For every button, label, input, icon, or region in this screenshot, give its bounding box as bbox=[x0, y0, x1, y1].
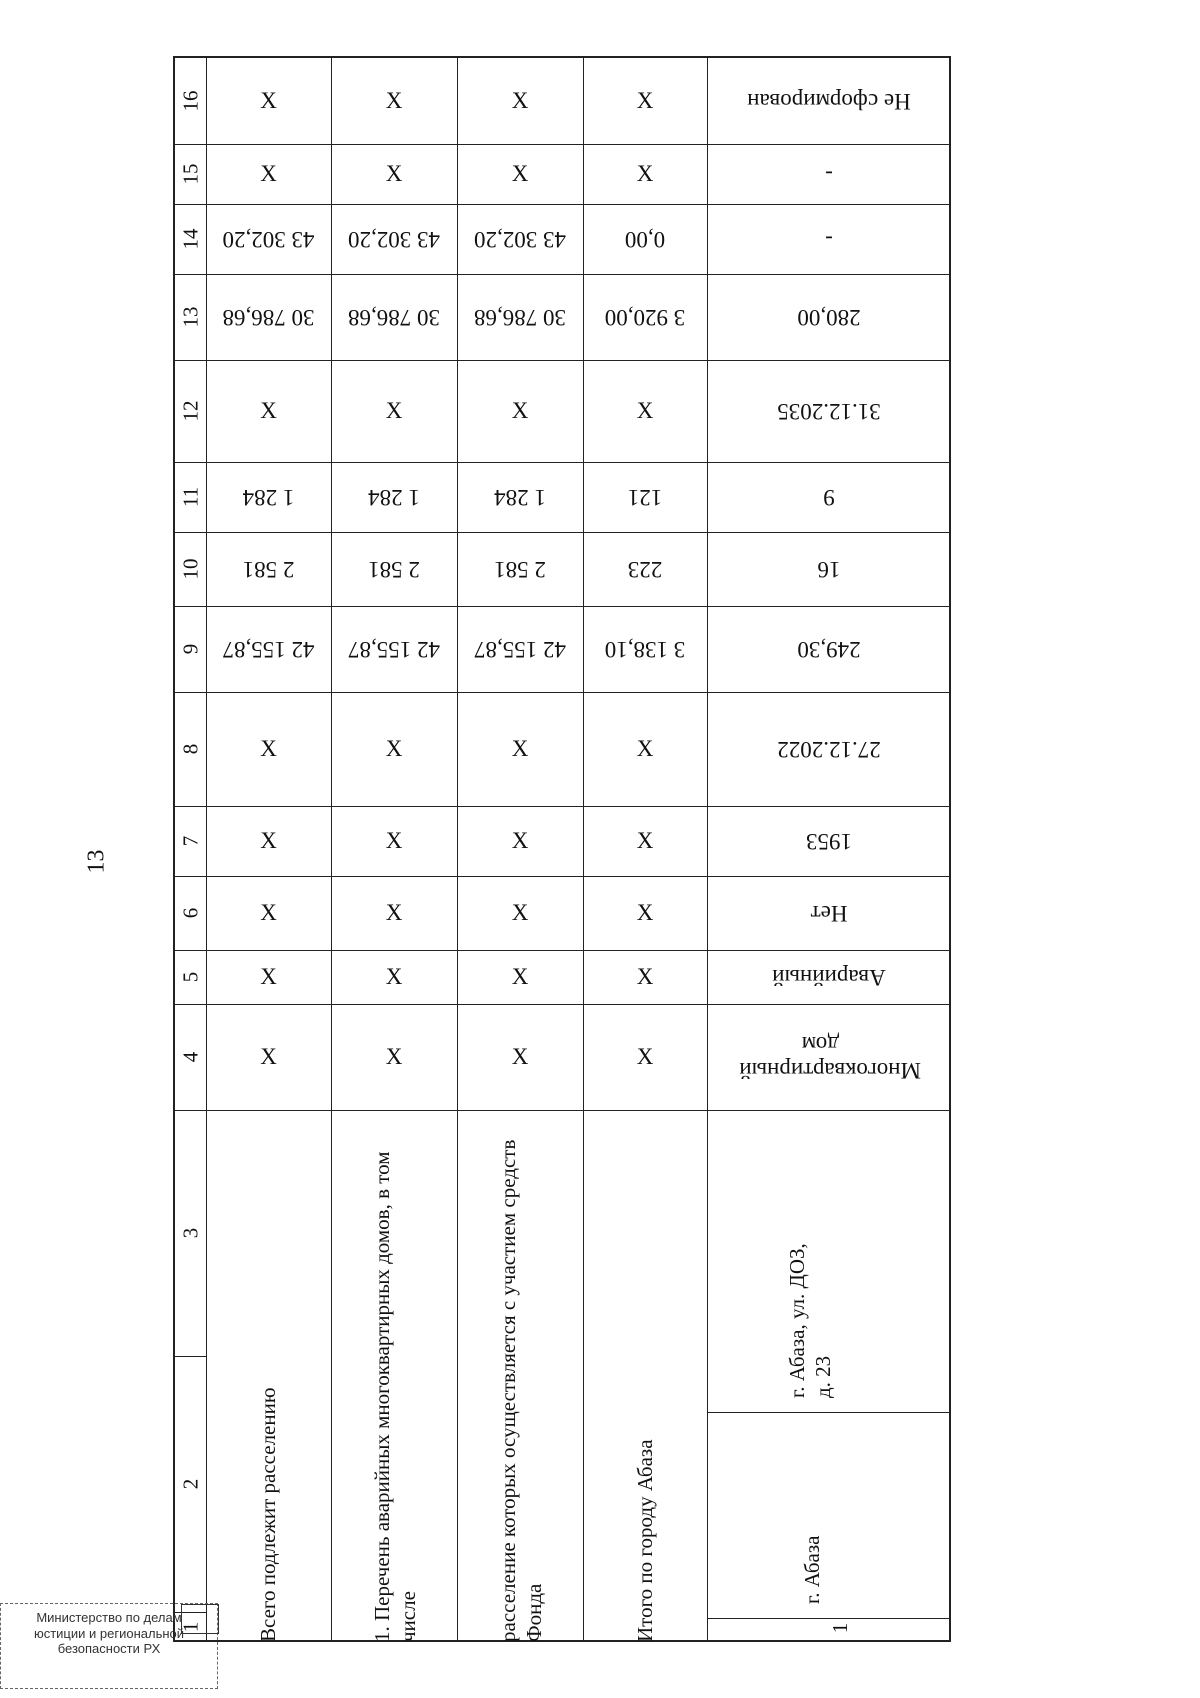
column-number-6: 6 bbox=[178, 907, 203, 919]
list-col12: X bbox=[385, 397, 403, 423]
total-col7: X bbox=[260, 827, 277, 853]
house-col7: 1953 bbox=[806, 829, 852, 855]
total-col8: X bbox=[260, 735, 277, 761]
page-number: 13 bbox=[83, 849, 110, 874]
fund-row-label: расселение которых осуществляется с участием средств Фонда bbox=[495, 1139, 546, 1642]
house-col8: 27.12.2022 bbox=[777, 737, 881, 763]
city-col6: X bbox=[636, 899, 654, 925]
city-col15: X bbox=[636, 160, 654, 186]
house-municipality: г. Абаза bbox=[799, 1535, 824, 1604]
list-col16: X bbox=[385, 87, 403, 113]
fund-col15: X bbox=[511, 160, 529, 186]
house-col9: 249,30 bbox=[797, 637, 861, 663]
total-row-label: Всего подлежит расселению bbox=[256, 1387, 281, 1642]
stamp-line-3: безопасности РХ bbox=[57, 1641, 161, 1657]
list-col6: X bbox=[385, 899, 403, 925]
total-col14: 43 302,20 bbox=[222, 227, 315, 253]
column-number-4: 4 bbox=[178, 1051, 203, 1063]
fund-col9: 42 155,87 bbox=[474, 637, 566, 663]
city-col10: 223 bbox=[627, 557, 663, 583]
list-col15: X bbox=[385, 160, 403, 186]
column-number-14: 14 bbox=[178, 228, 203, 250]
total-col4: X bbox=[260, 1043, 277, 1069]
column-number-9: 9 bbox=[178, 643, 203, 655]
city-col12: X bbox=[636, 397, 654, 423]
city-col11: 121 bbox=[627, 485, 663, 511]
total-col5: X bbox=[260, 963, 277, 989]
list-col8: X bbox=[385, 735, 403, 761]
fund-col13: 30 786,68 bbox=[474, 305, 566, 331]
house-col15: - bbox=[825, 162, 833, 188]
fund-col4: X bbox=[511, 1043, 529, 1069]
total-col15: X bbox=[260, 160, 277, 186]
total-col11: 1 284 bbox=[242, 485, 295, 511]
fund-col6: X bbox=[511, 899, 529, 925]
house-number: 1 bbox=[827, 1622, 852, 1634]
column-number-10: 10 bbox=[178, 558, 203, 580]
fund-col7: X bbox=[511, 827, 529, 853]
fund-col16: X bbox=[511, 87, 529, 113]
fund-col12: X bbox=[511, 397, 529, 423]
stamp-box bbox=[181, 1604, 219, 1634]
city-col9: 3 138,10 bbox=[604, 637, 686, 663]
column-number-15: 15 bbox=[178, 163, 203, 185]
list-col7: X bbox=[385, 827, 403, 853]
house-col13: 280,00 bbox=[797, 305, 861, 331]
city-col8: X bbox=[636, 735, 654, 761]
list-col11: 1 284 bbox=[368, 485, 420, 511]
total-col12: X bbox=[260, 397, 277, 423]
list-col13: 30 786,68 bbox=[348, 305, 440, 331]
house-address: г. Абаза, ул. ДОЗ, д. 23 bbox=[784, 1243, 835, 1398]
city-col4: X bbox=[636, 1043, 654, 1069]
stamp-line-2: юстиции и региональной bbox=[33, 1625, 185, 1641]
list-col10: 2 581 bbox=[368, 557, 420, 583]
stamp-line-1: Министерство по делам bbox=[36, 1610, 182, 1625]
column-number-12: 12 bbox=[178, 400, 203, 422]
house-col16: Не сформирован bbox=[747, 89, 911, 115]
column-number-8: 8 bbox=[178, 743, 203, 755]
fund-col14: 43 302,20 bbox=[474, 227, 566, 253]
list-col4: X bbox=[385, 1043, 403, 1069]
fund-col11: 1 284 bbox=[494, 485, 546, 511]
house-col6: Нет bbox=[810, 901, 848, 927]
total-col10: 2 581 bbox=[242, 557, 295, 583]
list-col5: X bbox=[385, 963, 403, 989]
column-number-1: 1 bbox=[178, 1621, 203, 1633]
city-total-row-label: Итого по городу Абаза bbox=[632, 1439, 657, 1642]
list-row-label: 1. Перечень аварийных многоквартирных домов, в том числе bbox=[369, 1151, 420, 1642]
total-col16: X bbox=[260, 87, 277, 113]
city-col14: 0,00 bbox=[624, 227, 666, 253]
column-number-2: 2 bbox=[178, 1478, 203, 1490]
house-col5: Аварийный bbox=[772, 965, 886, 991]
house-col11: 9 bbox=[823, 485, 835, 511]
city-col5: X bbox=[636, 963, 654, 989]
fund-col8: X bbox=[511, 735, 529, 761]
house-col14: - bbox=[825, 227, 833, 253]
column-number-3: 3 bbox=[178, 1227, 203, 1239]
list-col9: 42 155,87 bbox=[348, 637, 440, 663]
fund-col5: X bbox=[511, 963, 529, 989]
total-col13: 30 786,68 bbox=[222, 305, 315, 331]
city-col7: X bbox=[636, 827, 654, 853]
house-col10: 16 bbox=[817, 557, 841, 583]
column-number-5: 5 bbox=[178, 971, 203, 983]
registration-stamp bbox=[0, 1603, 218, 1689]
house-col12: 31.12.2035 bbox=[777, 399, 881, 425]
total-col6: X bbox=[260, 899, 277, 925]
column-number-11: 11 bbox=[178, 486, 203, 508]
house-col4: Многоквартирный дом bbox=[739, 1032, 921, 1084]
city-col16: X bbox=[636, 87, 654, 113]
list-col14: 43 302,20 bbox=[348, 227, 440, 253]
total-col9: 42 155,87 bbox=[222, 637, 315, 663]
column-number-16: 16 bbox=[178, 90, 203, 112]
settlement-table bbox=[173, 56, 951, 1642]
column-number-13: 13 bbox=[178, 306, 203, 328]
city-col13: 3 920,00 bbox=[604, 305, 686, 331]
fund-col10: 2 581 bbox=[494, 557, 546, 583]
column-number-7: 7 bbox=[178, 835, 203, 847]
